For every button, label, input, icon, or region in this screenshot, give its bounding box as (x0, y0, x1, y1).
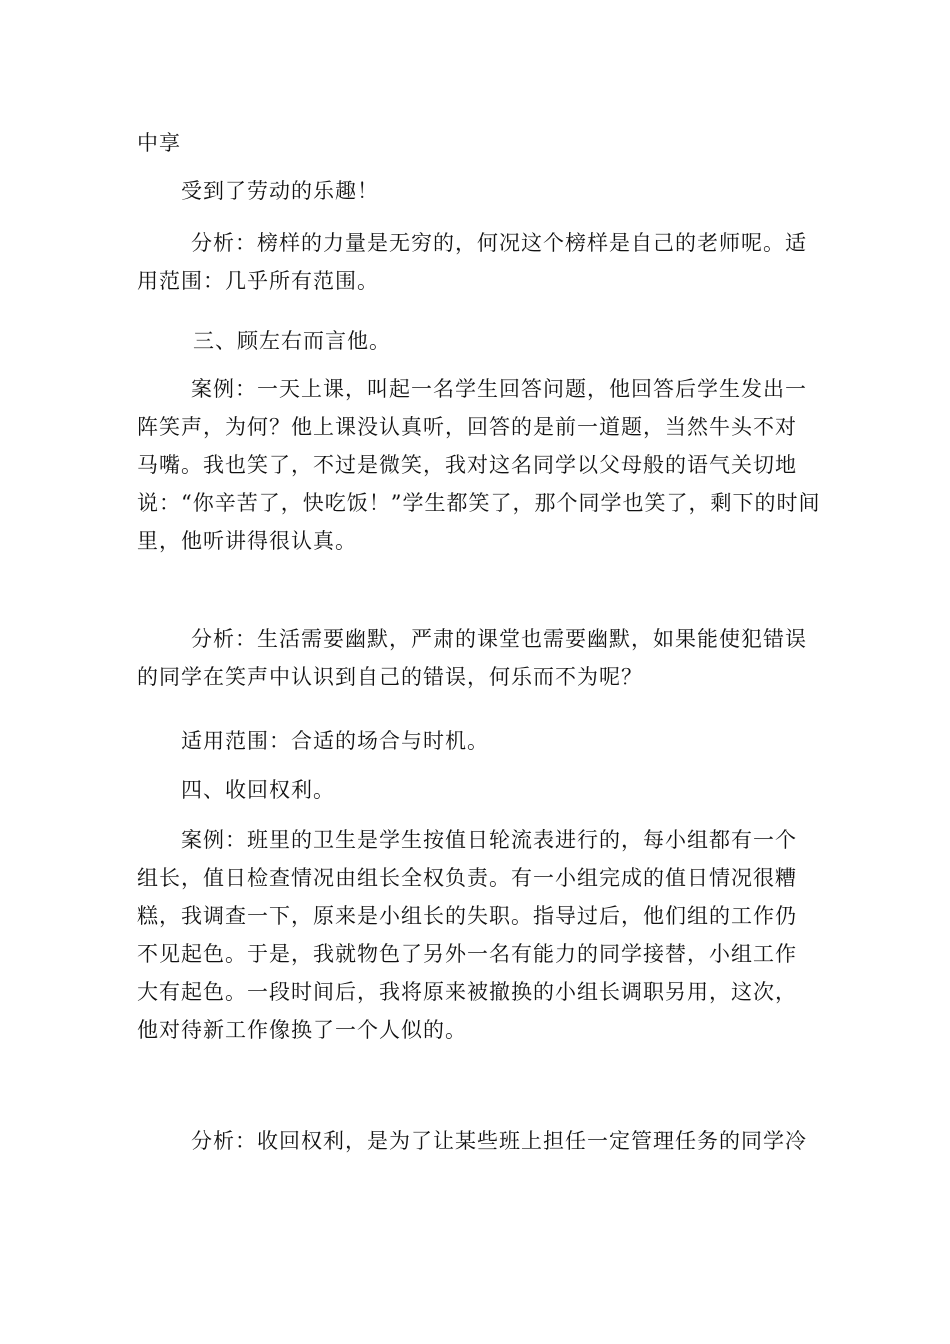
text-line: 案例：一天上课，叫起一名学生回答问题，他回答后学生发出一 (191, 377, 807, 401)
text-line: 他对待新工作像换了一个人似的。 (137, 1018, 467, 1042)
paragraph (137, 370, 827, 560)
text-line: 用范围：几乎所有范围。 (137, 269, 379, 293)
text-line: 阵笑声，为何？他上课没认真听，回答的是前一道题，当然牛头不对 (137, 415, 797, 439)
text-line: 中享 (137, 131, 181, 155)
section-heading (137, 322, 827, 360)
text-line: 组长，值日检查情况由组长全权负责。有一小组完成的值日情况很糟 (137, 866, 797, 890)
section-heading (137, 771, 827, 809)
paragraph (137, 172, 827, 210)
paragraph (137, 224, 827, 300)
text-line: 三、顾左右而言他。 (193, 329, 391, 353)
text-line: 分析：榜样的力量是无穷的，何况这个榜样是自己的老师呢。适 (191, 231, 807, 255)
paragraph (137, 124, 827, 162)
text-line: 四、收回权利。 (181, 778, 335, 802)
text-line: 里，他听讲得很认真。 (137, 529, 357, 553)
text-line: 适用范围：合适的场合与时机。 (181, 729, 489, 753)
paragraph (137, 620, 827, 696)
paragraph (137, 722, 827, 760)
text-line: 说：“你辛苦了，快吃饭！”学生都笑了，那个同学也笑了，剩下的时间 (137, 491, 821, 515)
text-line: 分析：收回权利，是为了让某些班上担任一定管理任务的同学冷 (191, 1129, 807, 1153)
text-line: 大有起色。一段时间后，我将原来被撤换的小组长调职另用，这次， (137, 980, 797, 1004)
text-line: 分析：生活需要幽默，严肃的课堂也需要幽默，如果能使犯错误 (191, 627, 807, 651)
text-line: 受到了劳动的乐趣！ (181, 179, 379, 203)
paragraph (137, 821, 827, 1049)
text-line: 案例：班里的卫生是学生按值日轮流表进行的，每小组都有一个 (181, 828, 797, 852)
text-line: 糕，我调查一下，原来是小组长的失职。指导过后，他们组的工作仍 (137, 904, 797, 928)
text-line: 马嘴。我也笑了，不过是微笑，我对这名同学以父母般的语气关切地 (137, 453, 797, 477)
text-line: 的同学在笑声中认识到自己的错误，何乐而不为呢？ (137, 665, 643, 689)
paragraph (137, 1122, 827, 1160)
text-line: 不见起色。于是，我就物色了另外一名有能力的同学接替，小组工作 (137, 942, 797, 966)
